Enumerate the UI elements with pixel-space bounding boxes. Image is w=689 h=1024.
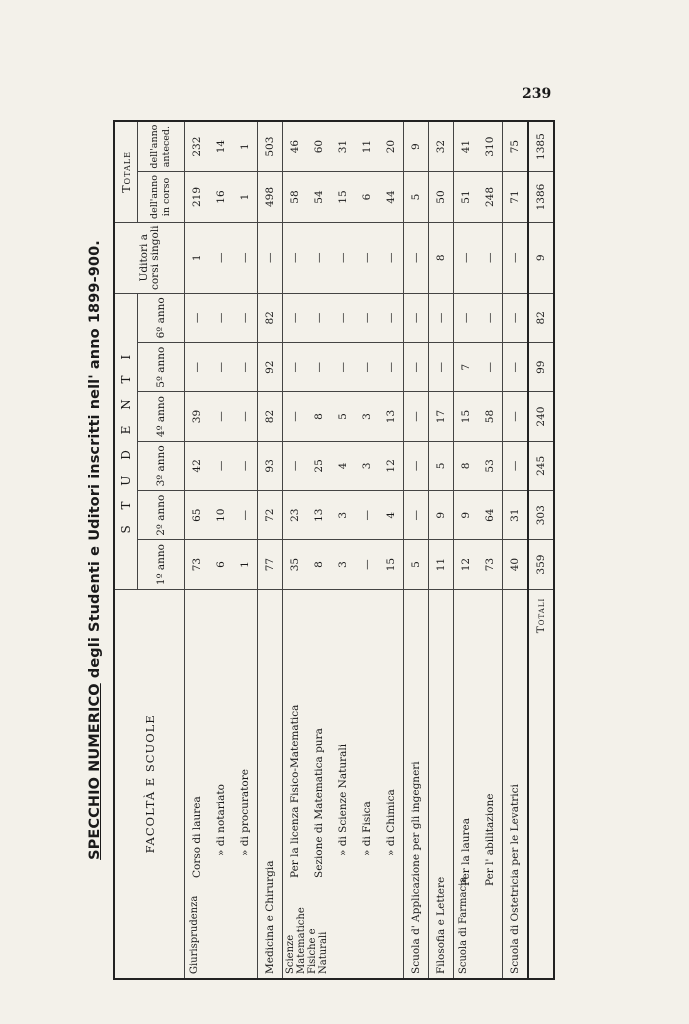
row-label: » di Scienze Naturali bbox=[337, 743, 349, 856]
value-cell: — bbox=[283, 392, 308, 441]
group-label: Scienze Matematiche Fisiche e Naturali bbox=[285, 907, 329, 974]
value-cell: 64 bbox=[478, 491, 503, 540]
value-cell: — bbox=[209, 293, 233, 342]
value-cell: 15 bbox=[331, 172, 355, 223]
row-label: Per la laurea bbox=[460, 818, 472, 886]
value-cell: 92 bbox=[258, 343, 283, 392]
value-cell: 10 bbox=[209, 491, 233, 540]
row-label: » di notariato bbox=[215, 784, 227, 856]
table-row bbox=[283, 121, 308, 979]
value-cell: 7 bbox=[454, 343, 479, 392]
value-cell: — bbox=[283, 441, 308, 490]
value-cell: 503 bbox=[258, 121, 283, 172]
row-label-cell bbox=[454, 589, 479, 979]
table-row bbox=[454, 121, 479, 979]
value-cell: — bbox=[429, 343, 454, 392]
value-cell: 31 bbox=[503, 491, 529, 540]
value-cell: 82 bbox=[258, 392, 283, 441]
value-cell: 35 bbox=[283, 540, 308, 589]
value-cell: 53 bbox=[478, 441, 503, 490]
total-value-cell: 82 bbox=[528, 293, 554, 342]
value-cell: 4 bbox=[331, 441, 355, 490]
group-label: Scuola di Farmacia bbox=[458, 876, 469, 974]
value-cell: — bbox=[503, 392, 529, 441]
value-cell: 73 bbox=[478, 540, 503, 589]
row-label: » di Chimica bbox=[385, 789, 397, 856]
title-main: SPECCHIO NUMERICO bbox=[87, 683, 103, 860]
value-cell: — bbox=[429, 293, 454, 342]
table-row bbox=[429, 121, 454, 979]
value-cell: 31 bbox=[331, 121, 355, 172]
value-cell: 17 bbox=[429, 392, 454, 441]
value-cell: 41 bbox=[454, 121, 479, 172]
value-cell: — bbox=[404, 222, 429, 293]
value-cell: 5 bbox=[331, 392, 355, 441]
value-cell: — bbox=[209, 392, 233, 441]
total-value-cell: 1386 bbox=[528, 172, 554, 223]
value-cell: 25 bbox=[307, 441, 331, 490]
value-cell: — bbox=[379, 343, 404, 392]
value-cell: 32 bbox=[429, 121, 454, 172]
value-cell: — bbox=[404, 293, 429, 342]
value-cell: 3 bbox=[355, 392, 379, 441]
row-label: Filosofia e Lettere bbox=[435, 876, 447, 974]
table-row bbox=[307, 121, 331, 979]
value-cell: — bbox=[233, 222, 258, 293]
value-cell: — bbox=[503, 293, 529, 342]
value-cell: 23 bbox=[283, 491, 308, 540]
value-cell: 498 bbox=[258, 172, 283, 223]
value-cell: 20 bbox=[379, 121, 404, 172]
value-cell: — bbox=[404, 392, 429, 441]
row-label: Per la licenza Fisico-Matematica bbox=[289, 704, 301, 878]
value-cell: — bbox=[355, 540, 379, 589]
value-cell: — bbox=[503, 343, 529, 392]
table-row bbox=[404, 121, 429, 979]
value-cell: — bbox=[283, 222, 308, 293]
total-value-cell: 245 bbox=[528, 441, 554, 490]
value-cell: 1 bbox=[233, 540, 258, 589]
value-cell: — bbox=[355, 222, 379, 293]
value-cell: 5 bbox=[404, 540, 429, 589]
row-label: Sezione di Matematica pura bbox=[313, 728, 325, 878]
row-label-cell bbox=[503, 589, 529, 979]
value-cell: 15 bbox=[454, 392, 479, 441]
value-cell: 12 bbox=[454, 540, 479, 589]
header-year: 1º anno bbox=[138, 540, 185, 589]
row-label-cell bbox=[185, 589, 210, 979]
value-cell: 3 bbox=[331, 540, 355, 589]
value-cell: — bbox=[233, 293, 258, 342]
header-uditori: Uditori a corsi singoli bbox=[114, 222, 185, 293]
table-row bbox=[331, 121, 355, 979]
value-cell: 13 bbox=[307, 491, 331, 540]
page-number: 239 bbox=[522, 86, 552, 102]
value-cell: — bbox=[233, 343, 258, 392]
value-cell: 58 bbox=[283, 172, 308, 223]
row-label-cell bbox=[258, 589, 283, 979]
value-cell: 77 bbox=[258, 540, 283, 589]
value-cell: — bbox=[307, 222, 331, 293]
value-cell: — bbox=[379, 222, 404, 293]
value-cell: 11 bbox=[355, 121, 379, 172]
value-cell: — bbox=[503, 441, 529, 490]
value-cell: — bbox=[404, 343, 429, 392]
value-cell: — bbox=[283, 343, 308, 392]
row-label: Medicina e Chirurgia bbox=[264, 860, 276, 974]
value-cell: 1 bbox=[233, 121, 258, 172]
total-value-cell: 1385 bbox=[528, 121, 554, 172]
value-cell: 219 bbox=[185, 172, 210, 223]
value-cell: — bbox=[209, 343, 233, 392]
value-cell: 8 bbox=[307, 392, 331, 441]
total-value-cell: 240 bbox=[528, 392, 554, 441]
value-cell: 60 bbox=[307, 121, 331, 172]
value-cell: — bbox=[233, 491, 258, 540]
value-cell: 9 bbox=[429, 491, 454, 540]
row-label-cell bbox=[478, 589, 503, 979]
value-cell: 4 bbox=[379, 491, 404, 540]
value-cell: 15 bbox=[379, 540, 404, 589]
value-cell: — bbox=[307, 293, 331, 342]
value-cell: — bbox=[209, 222, 233, 293]
value-cell: 8 bbox=[429, 222, 454, 293]
value-cell: 9 bbox=[454, 491, 479, 540]
value-cell: — bbox=[331, 343, 355, 392]
header-year: 3º anno bbox=[138, 441, 185, 490]
value-cell: 8 bbox=[307, 540, 331, 589]
row-label-cell bbox=[307, 589, 331, 979]
total-value-cell: 9 bbox=[528, 222, 554, 293]
row-label: Scuola di Ostetricia per le Levatrici bbox=[509, 784, 521, 974]
value-cell: 11 bbox=[429, 540, 454, 589]
header-year: 2º anno bbox=[138, 491, 185, 540]
value-cell: 82 bbox=[258, 293, 283, 342]
value-cell: 1 bbox=[185, 222, 210, 293]
value-cell: — bbox=[209, 441, 233, 490]
table-row bbox=[233, 121, 258, 979]
value-cell: — bbox=[454, 293, 479, 342]
header-year: 4º anno bbox=[138, 392, 185, 441]
header-year: 5º anno bbox=[138, 343, 185, 392]
header-year: 6º anno bbox=[138, 293, 185, 342]
row-label-cell bbox=[404, 589, 429, 979]
value-cell: — bbox=[404, 491, 429, 540]
value-cell: 54 bbox=[307, 172, 331, 223]
value-cell: 93 bbox=[258, 441, 283, 490]
value-cell: 65 bbox=[185, 491, 210, 540]
header-studenti: S T U D E N T I bbox=[114, 293, 138, 589]
table-body bbox=[185, 121, 555, 979]
value-cell: — bbox=[355, 491, 379, 540]
value-cell: 16 bbox=[209, 172, 233, 223]
value-cell: 44 bbox=[379, 172, 404, 223]
value-cell: 248 bbox=[478, 172, 503, 223]
statistics-table bbox=[113, 120, 555, 980]
value-cell: 6 bbox=[209, 540, 233, 589]
value-cell: 40 bbox=[503, 540, 529, 589]
value-cell: 232 bbox=[185, 121, 210, 172]
value-cell: 58 bbox=[478, 392, 503, 441]
row-label-cell bbox=[379, 589, 404, 979]
value-cell: — bbox=[454, 222, 479, 293]
total-value-cell: 99 bbox=[528, 343, 554, 392]
row-label: Corso di laurea bbox=[191, 796, 203, 878]
rotated-page-content bbox=[85, 120, 555, 980]
value-cell: — bbox=[331, 293, 355, 342]
title-rest: degli Studenti e Uditori inscritti nell' anno 1899-900. bbox=[87, 240, 103, 684]
row-label: Scuola d' Applicazione per gli ingegneri bbox=[410, 761, 422, 974]
header-faculty: FACOLTÀ E SCUOLE bbox=[114, 589, 185, 979]
value-cell: 5 bbox=[404, 172, 429, 223]
table-row bbox=[478, 121, 503, 979]
value-cell: — bbox=[233, 441, 258, 490]
row-label: » di Fisica bbox=[361, 801, 373, 856]
row-label-cell bbox=[209, 589, 233, 979]
total-value-cell: 359 bbox=[528, 540, 554, 589]
row-label-cell bbox=[233, 589, 258, 979]
value-cell: — bbox=[478, 343, 503, 392]
total-value-cell: 303 bbox=[528, 491, 554, 540]
header-totale: Totale bbox=[114, 121, 138, 222]
value-cell: — bbox=[185, 293, 210, 342]
table-row bbox=[355, 121, 379, 979]
value-cell: 39 bbox=[185, 392, 210, 441]
value-cell: 51 bbox=[454, 172, 479, 223]
table-row bbox=[503, 121, 529, 979]
value-cell: 8 bbox=[454, 441, 479, 490]
table-row bbox=[258, 121, 283, 979]
value-cell: — bbox=[355, 293, 379, 342]
value-cell: 6 bbox=[355, 172, 379, 223]
value-cell: 310 bbox=[478, 121, 503, 172]
value-cell: — bbox=[307, 343, 331, 392]
value-cell: 71 bbox=[503, 172, 529, 223]
row-label: Per l' abilitazione bbox=[484, 793, 496, 886]
table-row bbox=[379, 121, 404, 979]
value-cell: — bbox=[283, 293, 308, 342]
value-cell: 50 bbox=[429, 172, 454, 223]
value-cell: 42 bbox=[185, 441, 210, 490]
group-label: Giurisprudenza bbox=[189, 895, 200, 974]
value-cell: — bbox=[355, 343, 379, 392]
value-cell: 5 bbox=[429, 441, 454, 490]
row-label-cell bbox=[429, 589, 454, 979]
value-cell: 12 bbox=[379, 441, 404, 490]
value-cell: 14 bbox=[209, 121, 233, 172]
value-cell: — bbox=[503, 222, 529, 293]
value-cell: 3 bbox=[355, 441, 379, 490]
value-cell: — bbox=[185, 343, 210, 392]
value-cell: — bbox=[379, 293, 404, 342]
header-total-previous: dell'anno anteced. bbox=[138, 121, 185, 172]
totals-row bbox=[528, 121, 554, 979]
row-label-cell bbox=[355, 589, 379, 979]
value-cell: — bbox=[233, 392, 258, 441]
value-cell: 1 bbox=[233, 172, 258, 223]
row-label-cell bbox=[331, 589, 355, 979]
page-title bbox=[87, 120, 103, 980]
value-cell: 72 bbox=[258, 491, 283, 540]
table-row bbox=[209, 121, 233, 979]
value-cell: 9 bbox=[404, 121, 429, 172]
header-total-current: dell'anno in corso bbox=[138, 172, 185, 223]
value-cell: — bbox=[478, 293, 503, 342]
value-cell: 75 bbox=[503, 121, 529, 172]
value-cell: — bbox=[404, 441, 429, 490]
value-cell: 73 bbox=[185, 540, 210, 589]
totals-label: Totali bbox=[528, 589, 554, 979]
value-cell: 3 bbox=[331, 491, 355, 540]
row-label: » di procuratore bbox=[239, 769, 251, 856]
value-cell: 13 bbox=[379, 392, 404, 441]
value-cell: 46 bbox=[283, 121, 308, 172]
table-row bbox=[185, 121, 210, 979]
value-cell: — bbox=[478, 222, 503, 293]
value-cell: — bbox=[258, 222, 283, 293]
value-cell: — bbox=[331, 222, 355, 293]
